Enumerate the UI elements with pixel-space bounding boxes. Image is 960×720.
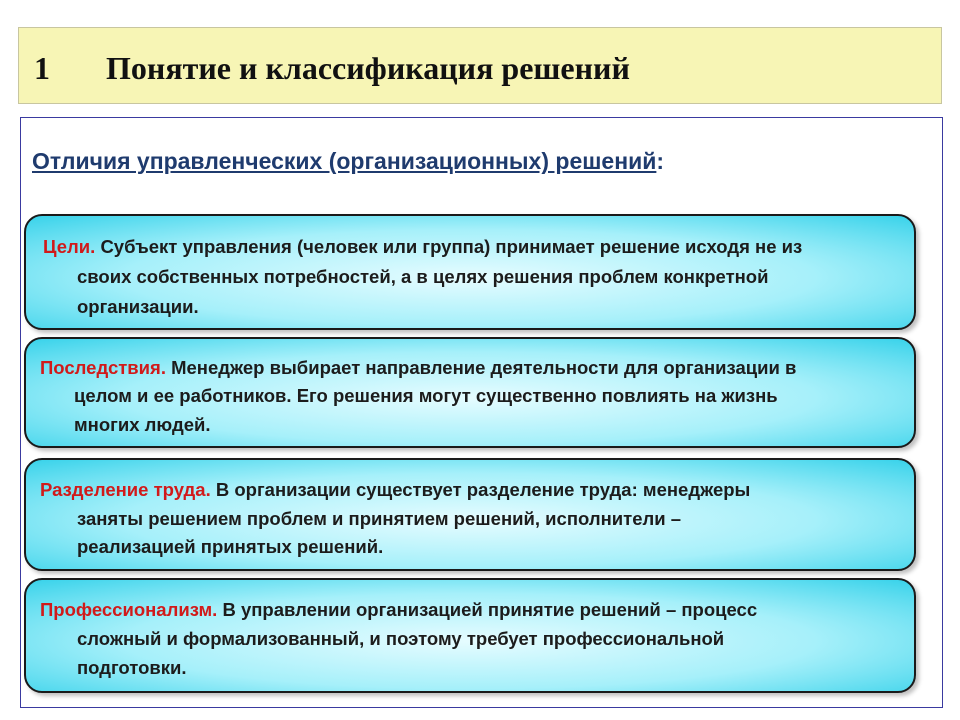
subtitle [32, 148, 664, 175]
slide-number: 1 [34, 50, 50, 86]
item-text: Менеджер выбирает направление деятельности для организации в [171, 357, 797, 378]
item-line-2: сложный и формализованный, и поэтому требует профессиональной [77, 628, 725, 649]
item-label: Профессионализм. [40, 599, 218, 620]
item-text: В управлении организацией принятие решений – процесс [222, 599, 758, 620]
item-line-1 [40, 475, 750, 505]
item-label: Цели. [43, 236, 96, 257]
item-text: В организации существует разделение труда: менеджеры [215, 479, 751, 500]
item-line-1 [43, 232, 802, 262]
item-line-2: своих собственных потребностей, а в целях решения проблем конкретной [77, 266, 769, 287]
slide-title: Понятие и классификация решений [106, 50, 630, 86]
item-line-3: многих людей. [74, 414, 211, 435]
item-line-2: заняты решением проблем и принятием решений, исполнители – [77, 508, 682, 529]
subtitle-text: Отличия управленческих (организационных) решений [32, 148, 657, 174]
item-label: Разделение труда. [40, 479, 211, 500]
subtitle-colon: : [656, 148, 665, 174]
item-line-3: организации. [77, 296, 199, 317]
item-label: Последствия. [40, 357, 166, 378]
item-line-3: реализацией принятых решений. [77, 536, 384, 557]
item-line-3: подготовки. [77, 657, 187, 678]
item-line-2: целом и ее работников. Его решения могут существенно повлиять на жизнь [74, 385, 778, 406]
item-line-1 [40, 353, 796, 383]
item-line-1 [40, 595, 757, 625]
item-text: Субъект управления (человек или группа) принимает решение исходя не из [100, 236, 803, 257]
